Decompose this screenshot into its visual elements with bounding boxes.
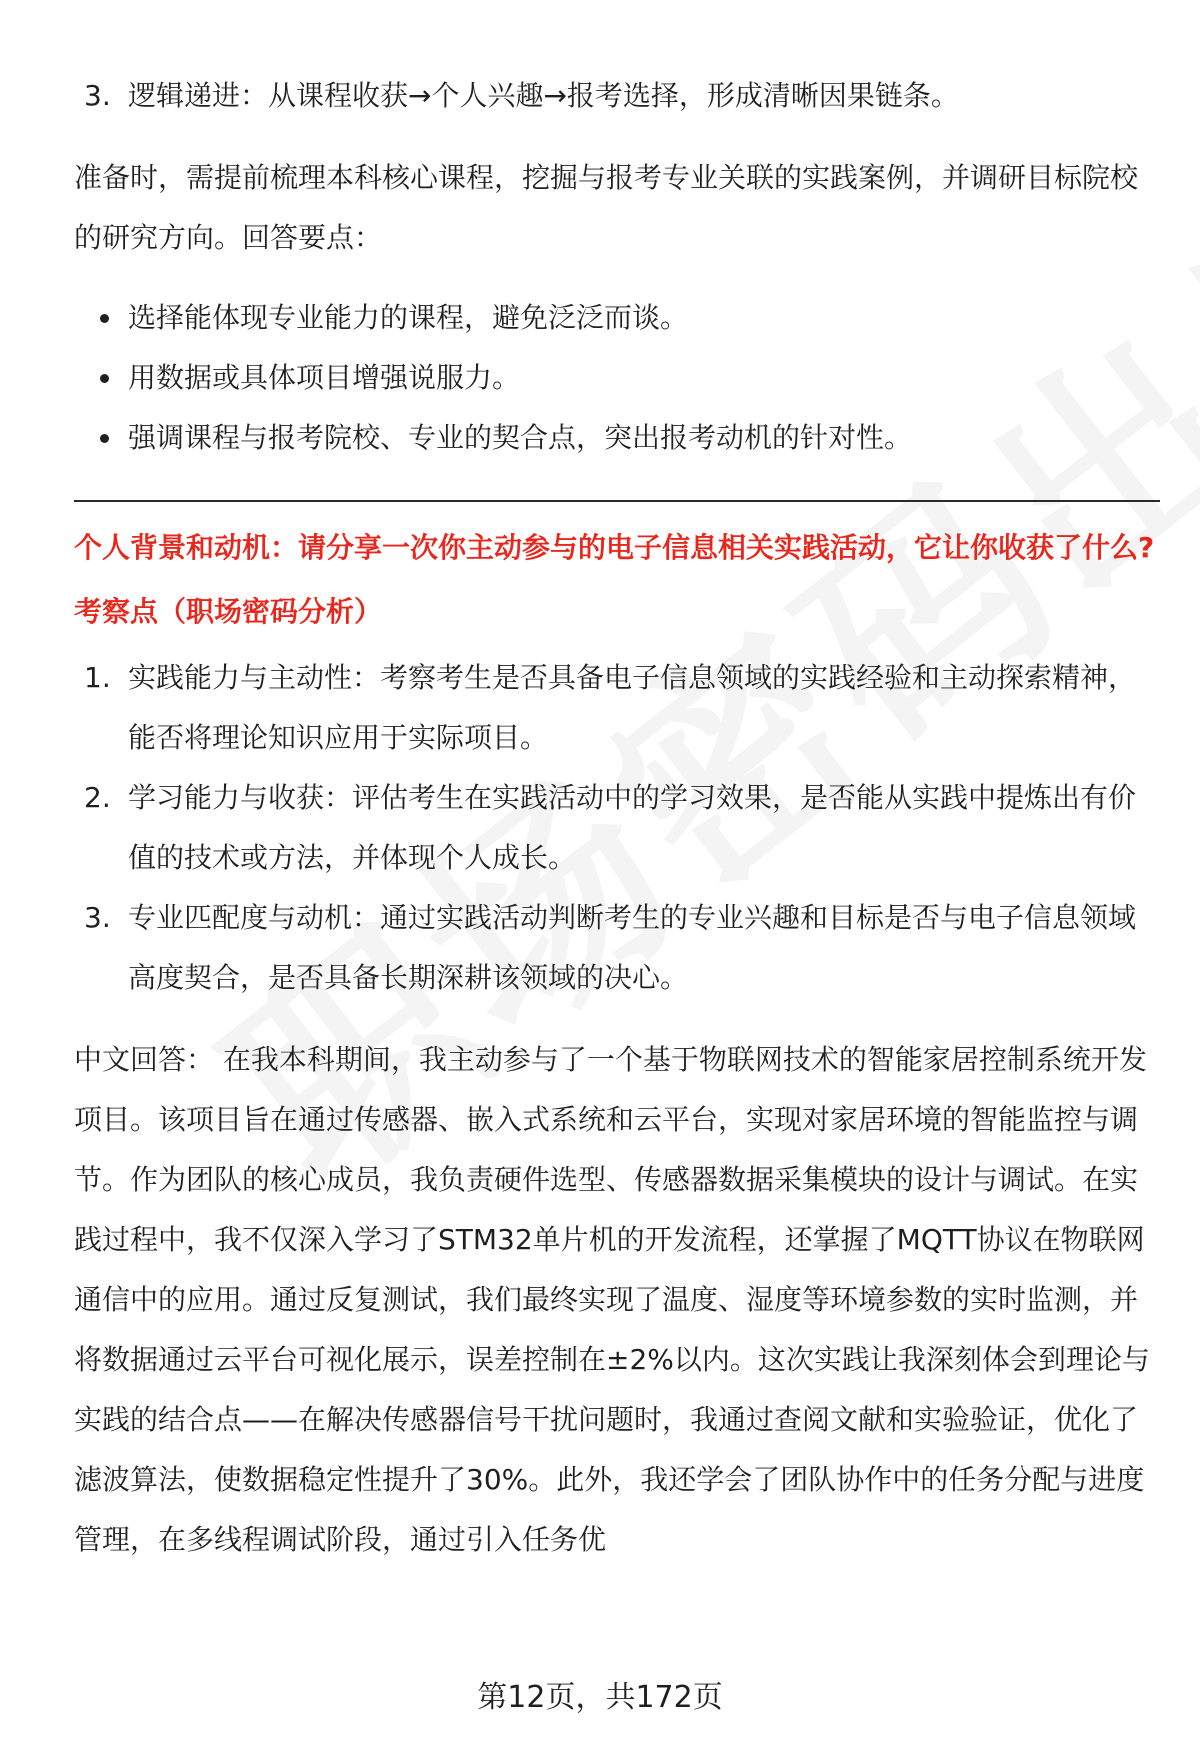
bullet-item: [74, 408, 1160, 468]
list-number: 3.: [84, 79, 111, 112]
list-item: [74, 648, 1160, 768]
list-text: 专业匹配度与动机：通过实践活动判断考生的专业兴趣和目标是否与电子信息领域高度契合，是否具备长期深耕该领域的决心。: [128, 901, 1137, 994]
section-divider: [74, 500, 1160, 502]
list-item: [74, 66, 1160, 126]
list-number: 1.: [84, 661, 111, 694]
list-number: 2.: [84, 781, 111, 814]
bullet-dot-icon: [100, 434, 109, 443]
bullet-item: [74, 348, 1160, 408]
top-list: [74, 66, 1160, 126]
exam-points-list: [74, 648, 1160, 1008]
list-text: 实践能力与主动性：考察考生是否具备电子信息领域的实践经验和主动探索精神，能否将理论知识应用于实际项目。: [128, 661, 1137, 754]
bullet-list: [74, 288, 1160, 468]
list-item: [74, 768, 1160, 888]
bullet-text: 用数据或具体项目增强说服力。: [128, 361, 521, 394]
bullet-text: 选择能体现专业能力的课程，避免泛泛而谈。: [128, 301, 689, 334]
question-heading: 个人背景和动机：请分享一次你主动参与的电子信息相关实践活动，它让你收获了什么?: [74, 531, 1155, 564]
answer-paragraph: 中文回答： 在我本科期间，我主动参与了一个基于物联网技术的智能家居控制系统开发项目。该项目旨在通过传感器、嵌入式系统和云平台，实现对家居环境的智能监控与调节。作为团队的核心成员，我负责硬件选型、传感器数据采集模块的设计与调试。在实践过程中，我不仅深入学习了STM32单片机的开发流程，还掌握了MQTT协议在物联网通信中的应用。通过反复测试，我们最终实现了温度、湿度等环境参数的实时监测，并将数据通过云平台可视化展示，误差控制在±2%以内。这次实践让我深刻体会到理论与实践的结合点——在解决传感器信号干扰问题时，我通过查阅文献和实验验证，优化了滤波算法，使数据稳定性提升了30%。此外，我还学会了团队协作中的任务分配与进度管理，在多线程调试阶段，通过引入任务优: [74, 1043, 1150, 1556]
page-number: 第12页，共172页: [477, 1680, 723, 1715]
bullet-dot-icon: [100, 314, 109, 323]
list-item: [74, 888, 1160, 1008]
list-text: 逻辑递进：从课程收获→个人兴趣→报考选择，形成清晰因果链条。: [128, 79, 959, 112]
list-number: 3.: [84, 901, 111, 934]
page-content: [74, 66, 1160, 1570]
prep-paragraph: 准备时，需提前梳理本科核心课程，挖掘与报考专业关联的实践案例，并调研目标院校的研究方向。回答要点：: [74, 161, 1139, 254]
exam-points-heading: 考察点（职场密码分析）: [74, 595, 383, 628]
bullet-dot-icon: [100, 374, 109, 383]
bullet-text: 强调课程与报考院校、专业的契合点，突出报考动机的针对性。: [128, 421, 913, 454]
bullet-item: [74, 288, 1160, 348]
list-text: 学习能力与收获：评估考生在实践活动中的学习效果，是否能从实践中提炼出有价值的技术或方法，并体现个人成长。: [128, 781, 1137, 874]
